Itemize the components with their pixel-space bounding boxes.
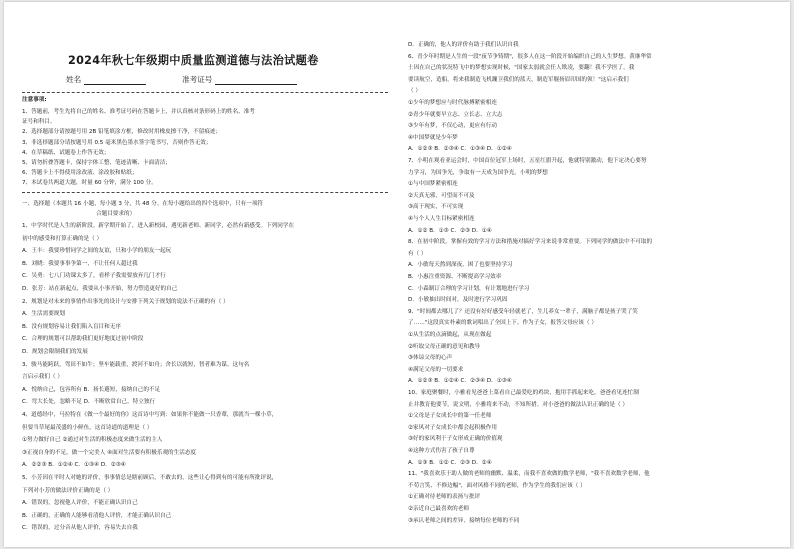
question-line: C．吴勇：七八门功课太多了，看样子我需要放弃几门才行 — [22, 273, 166, 280]
question-line: D．张芳：站在新起点，我要从小事开始，努力塑造更好的自己 — [22, 286, 178, 292]
question-line: 3、骏马能跨跃，驾田不如牛；坚车能载重，渡河不如舟；舍长以就短，智者难为谋。这句名 — [22, 361, 250, 368]
question-line: 初中的感受和打算正确的是（ ） — [22, 235, 103, 242]
question-line: ③承认老师之间的差异，接纳每位老师的不同 — [408, 517, 520, 524]
question-line: A．②②③ B．①②④ C．①③④ D．②③④ — [22, 462, 126, 469]
question-line: ③少年有梦，不仅心动，更应有行动 — [408, 123, 497, 130]
question-line: ④与个人人生目标紧密相连 — [408, 216, 475, 222]
name-label: 姓名 — [66, 75, 82, 84]
notice-item: 1、答题前，考生先将自己的姓名、准考证号码在答题卡上，并认真核对条形码上的姓名、准考 — [22, 109, 255, 115]
notice-item: 3、非选择题部分请按题号用 0.5 毫米黑色墨水签字笔书写，否则作答无效； — [22, 139, 212, 146]
question-line: C．弯大长处，忽略不足 D．不断欣赏自己，特立独行 — [22, 399, 156, 406]
question-line: C．错误的，过分音从他人评价，容易失去自我 — [22, 525, 138, 532]
question-line: ②家风对子女成长中都会起积极作用 — [408, 424, 497, 431]
notice-heading: 注意事项: — [22, 97, 47, 103]
question-line: 力学习，为国争光，争取有一天成为国争光。小明的梦想 — [408, 169, 548, 176]
notice-item: 5、请勿折叠答题卡，保持字体工整、笔迹清晰、卡面清洁； — [22, 160, 171, 166]
question-line: B．没有规划容易让我们陷入盲目和无序 — [22, 323, 121, 330]
question-line: 6、青少年时期是人生的一段"夜节争铸期"，很多人在这一阶段开始编织自己的人生梦想。黄继华常 — [408, 53, 652, 60]
question-line: 5、小芳因在平时人对她的评价，事事情总是瞎前顾后，不敢去的，这些让心得到有的可能有所批评说， — [22, 475, 278, 481]
question-line: 了……"这段真实朴素的歌词唱出了全国上下。作为子女，报答父母应该（ ） — [408, 320, 597, 327]
question-line: A．错误的，忽视他人评价，不能正确认识自己 — [22, 500, 138, 507]
question-line: ③体谅父母的心声 — [408, 355, 453, 362]
question-line: ①努力做好自己 ②通过对生活的积极态度来做生活的主人 — [22, 437, 163, 444]
question-line: 11、"我喜欢乐于助人做的老师的幽默、温柔，而我不喜欢做的数学老师，"我不喜欢数学老师，他 — [408, 471, 650, 478]
question-line: ④中国梦就是少年梦 — [408, 134, 458, 141]
question-line: ②亲近自己最喜欢的老师 — [408, 506, 469, 512]
candidate-info-row — [66, 74, 297, 85]
notice-item: 4、在草稿纸、试题卷上作答无效； — [22, 149, 110, 156]
section-one-heading-cont: 合题目要求的） — [96, 211, 136, 217]
name-blank — [84, 76, 146, 85]
question-line: C．小森制订合理的学习计划，有计划地进行学习 — [408, 285, 530, 292]
question-line: D．规划会限制我们的发展 — [22, 349, 88, 355]
question-line: ①正确对待老师的表扬与批评 — [408, 494, 481, 501]
question-line: B．正确的，正确的人能够看清他人评价，才能正确认识自己 — [22, 512, 172, 519]
question-line: A．①②③ B．②③④ C．①③④ D．①②④ — [408, 146, 512, 153]
question-line: ①父母是子女成长中的第一任老师 — [408, 413, 492, 420]
question-line: ④满足父母的一切要求 — [408, 366, 464, 373]
section-one-heading: 一、选择题（本题共 16 小题，每小题 3 分，共 48 分。在每小题给出的四个选项中，只有一项符 — [22, 201, 264, 207]
question-line: 止并教育他要节，说文明，小雅将来不动，不知所措。对小爸爸的做法认识正确的是（ ） — [408, 401, 628, 408]
question-line: 9、"时间都去哪儿了？还没有好好感受年轻就老了，生儿养女一辈子，满脑子都是孩子哭了笑 — [408, 308, 638, 315]
ticket-blank — [215, 76, 297, 85]
notice-item: 6、答题卡上不得使用涂改液、涂改胶和贴纸； — [22, 170, 138, 177]
question-line: 7、小明在观看亚运会时，中国首位冠军上场时，五星红旗升起，他就特别激动，他下定决心要努 — [408, 158, 647, 164]
question-line: 8、在初中阶段，掌握有效的学习方法和措施对搞好学习来说非常重要。下列同学的做法中不可取的 — [408, 239, 653, 246]
notice-top-separator — [22, 92, 388, 93]
question-line: 有（ ） — [408, 250, 427, 257]
question-line: B．小惠注重资源、不断提高学习效率 — [408, 274, 502, 280]
question-line: A．①③ B．①② C．②③ D．②④ — [408, 459, 492, 466]
question-line: ①少年的梦想应与时代脉搏紧密相连 — [408, 100, 497, 106]
question-line: ②听取父母正确的意见和教导 — [408, 343, 481, 350]
ticket-label: 准考证号 — [182, 75, 213, 84]
question-line: D．小敏抽出时间对，及时进行学习巩固 — [408, 297, 508, 304]
question-line: A．小敏每天熬到深夜，困了也要坚持学习 — [408, 262, 513, 269]
notice-bottom-separator — [22, 192, 388, 193]
question-line: 4、道德经中，马拉特在《做一个最好的你》这首诗中写到：如果你不能做一只香蕈，那就当一棵小草， — [22, 412, 278, 418]
notice-item: 2、选择题部分请按题号用 2B 铅笔填涂方框，修改时用橡皮擦干净，不留痕迹； — [22, 129, 222, 136]
question-line: A．王丰：我要珍惜同学之间的友谊，只和小学的朋友一起玩 — [22, 248, 172, 255]
question-line: A．生活需要规划 — [22, 311, 65, 318]
question-line: ②天真无邪，可望而不可及 — [408, 192, 475, 199]
question-line: 1、中学时代是人生的新阶段。新学期开始了，进入新校园，遇见新老师、新同学，必然有新感受。下列同学在 — [22, 223, 295, 229]
question-line: ④这种方式伤害了孩子自尊 — [408, 448, 475, 454]
question-line: B．刘晓：我要事事争第一，不让任何人超过我 — [22, 260, 138, 267]
question-line: ②青少年就要早立志、立长志、立大志 — [408, 111, 503, 118]
question-line: ③高于现实，不可实现 — [408, 204, 464, 211]
question-line: 言启示我们（ ） — [22, 374, 63, 381]
exam-title: 2024年秋七年级期中质量监测道德与法治试题卷 — [68, 54, 319, 67]
question-line: ①从生活的点滴做起，从现在做起 — [408, 332, 492, 338]
question-line: 不苟言笑、不修边幅"，面对风格不同的老师，作为学生的我们应该（ ） — [408, 482, 586, 489]
question-line: 但要当草尾最茂盛的小鲜鱼，这首诗道的道理是（ ） — [22, 424, 153, 431]
question-line: 10、家庭聚餐时，小雅看见爸爸上菜看自己最爱吃的鸡块，抱用手抓起来吃，爸爸看见连忙制 — [408, 390, 639, 396]
question-line: （ ） — [408, 88, 421, 95]
notice-item: 7、本试卷共两道大题，时量 60 分钟，满分 100 分。 — [22, 180, 157, 187]
question-line: 士因在自己的状况特飞中的梦想实现时候，"国家太弱就会任人欺凌，要翻！我不学医了，我 — [408, 65, 635, 72]
question-line: 2、规划是对未来的事情作出事先的设计与安排下列关于规划的说法不正确的有（ ） — [22, 298, 229, 305]
question-line: C．合理的规划可以帮助我们更好地度过初中阶段 — [22, 336, 144, 343]
question-line: A．悦纳自己，包容所有 B．扬长避短，接纳自己的不足 — [22, 386, 161, 393]
question-line: 要读航空，造船，将来我制造飞机蹦卫我们的蓝天，制造军舰扬眉印国的领！"这启示我们 — [408, 76, 629, 83]
question-line: ①与中国梦紧密相连 — [408, 181, 458, 188]
question-line: 下列对小芳的做法评价正确的是（ ） — [22, 487, 114, 494]
notice-item: 证号和科目。 — [22, 119, 56, 126]
question-line: A．①② B．①③ C．②③ D．①④ — [408, 227, 492, 234]
question-line: ③好的家风利于子女形成正确的价值观 — [408, 436, 503, 443]
question-line: A．①②③ B．①②④ C．②③④ D．①③④ — [408, 378, 512, 385]
question-line: ③正视自身的不足，做一个完美人 ④面对生活要有积极乐观的生活态度 — [22, 449, 197, 456]
exam-page — [4, 2, 790, 547]
question-line: D．正确的，他人的评价有助于我们认识自我 — [408, 42, 519, 48]
